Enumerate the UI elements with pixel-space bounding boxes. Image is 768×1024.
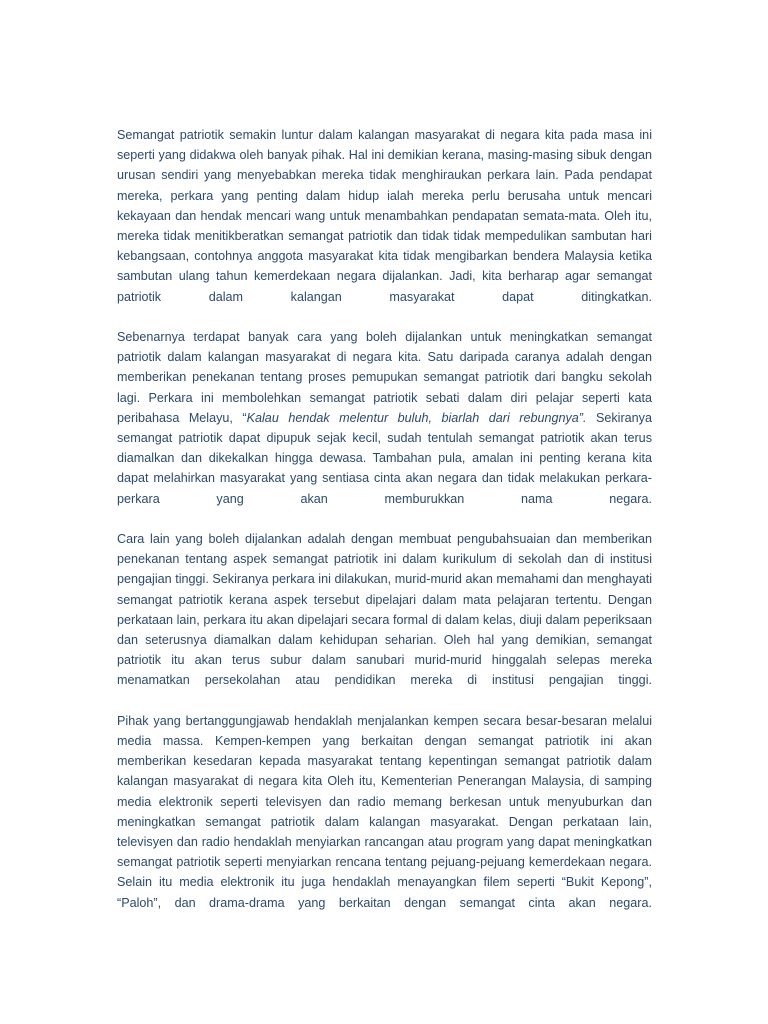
paragraph-4-text: Pihak yang bertanggungjawab hendaklah menjalankan kempen secara besar-besaran melalui media massa. Kempen-kempen yang berkaitan dengan semangat patriotik ini akan memberikan kesedaran kepada masyarakat tentang kepentingan semangat patriotik dalam kalangan masyarakat di negara kita Oleh itu, Kementerian Penerangan Malaysia, di samping media elektronik seperti televisyen dan radio memang berkesan untuk menyuburkan dan meningkatkan semangat patriotik dalam kalangan masyarakat. Dengan perkataan lain, televisyen dan radio hendaklah menyiarkan rancangan atau program yang dapat meningkatkan semangat patriotik seperti menyiarkan rencana tentang pejuang-pejuang kemerdekaan negara. Selain itu media elektronik itu juga hendaklah menayangkan filem seperti “Bukit Kepong”, “Paloh”, dan drama-drama yang berkaitan dengan semangat cinta akan negara. xyxy=(117,713,652,910)
paragraph-3 xyxy=(117,529,652,691)
paragraph-4 xyxy=(117,711,652,913)
paragraph-2-text-after: Sekiranya semangat patriotik dapat dipupuk sejak kecil, sudah tentulah semangat patriotik akan terus diamalkan dan dikekalkan hingga dewasa. Tambahan pula, amalan ini penting kerana kita dapat melahirkan masyarakat yang sentiasa cinta akan negara dan tidak melakukan perkara-perkara yang akan memburukkan nama negara. xyxy=(117,410,652,506)
paragraph-2 xyxy=(117,327,652,509)
paragraph-2-text-before: Sebenarnya terdapat banyak cara yang boleh dijalankan untuk meningkatkan semangat patriotik dalam kalangan masyarakat di negara kita. Satu daripada caranya adalah dengan memberikan penekanan tentang proses pemupukan semangat patriotik dari bangku sekolah lagi. Perkara ini membolehkan semangat patriotik sebati dalam diri pelajar seperti kata peribahasa Melayu, “ xyxy=(117,330,652,425)
paragraph-2-proverb: Kalau hendak melentur buluh, biarlah dari rebungnya”. xyxy=(246,410,587,425)
document-body xyxy=(117,125,652,933)
paragraph-1-text: Semangat patriotik semakin luntur dalam kalangan masyarakat di negara kita pada masa ini seperti yang didakwa oleh banyak pihak. Hal ini demikian kerana, masing-masing sibuk dengan urusan sendiri yang menyebabkan mereka tidak menghiraukan perkara lain. Pada pendapat mereka, perkara yang penting dalam hidup ialah mereka perlu berusaha untuk mencari kekayaan dan hendak mencari wang untuk menambahkan pendapatan semata-mata. Oleh itu, mereka tidak menitikberatkan semangat patriotik dan tidak tidak mempedulikan sambutan hari kebangsaan, contohnya anggota masyarakat kita tidak mengibarkan bendera Malaysia ketika sambutan ulang tahun kemerdekaan negara dijalankan. Jadi, kita berharap agar semangat patriotik dalam kalangan masyarakat dapat ditingkatkan. xyxy=(117,128,652,304)
paragraph-1 xyxy=(117,125,652,307)
paragraph-3-text: Cara lain yang boleh dijalankan adalah dengan membuat pengubahsuaian dan memberikan penekanan tentang aspek semangat patriotik ini dalam kurikulum di sekolah dan di institusi pengajian tinggi. Sekiranya perkara ini dilakukan, murid-murid akan memahami dan menghayati semangat patriotik kerana aspek tersebut dipelajari dalam mata pelajaran tertentu. Dengan perkataan lain, perkara itu akan dipelajari secara formal di dalam kelas, diuji dalam peperiksaan dan seterusnya diamalkan dalam kehidupan seharian. Oleh hal yang demikian, semangat patriotik itu akan terus subur dalam sanubari murid-murid hinggalah selepas mereka menamatkan persekolahan atau pendidikan mereka di institusi pengajian tinggi. xyxy=(117,532,652,688)
